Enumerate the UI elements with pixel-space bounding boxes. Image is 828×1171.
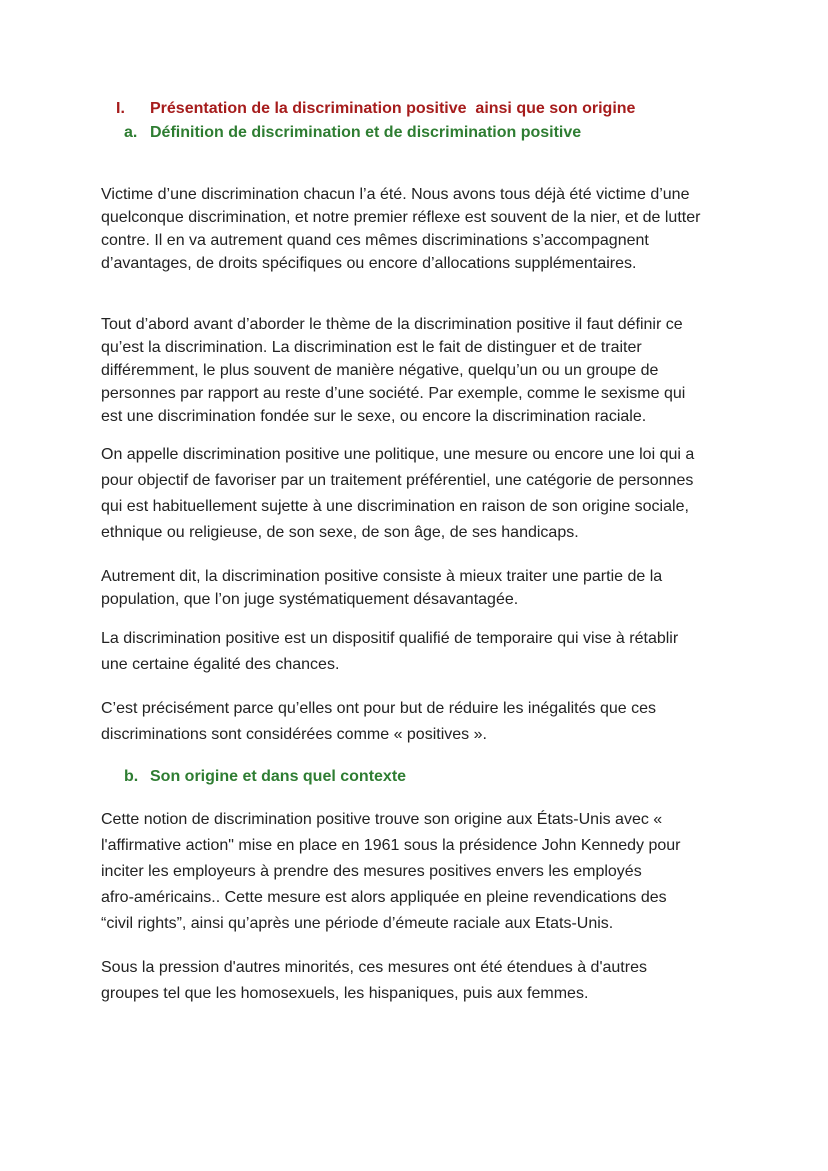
subsection-title: Définition de discrimination et de discrimination positive: [150, 124, 582, 141]
text-line: quelconque discrimination, et notre premier réflexe est souvent de la nier, et de lutter: [101, 209, 701, 226]
text-line: qui est habituellement sujette à une discrimination en raison de son origine sociale,: [101, 498, 689, 515]
subsection-letter: a.: [124, 124, 138, 141]
paragraph-temporary: [101, 626, 741, 678]
text-line: différemment, le plus souvent de manière négative, quelqu’un ou un groupe de: [101, 362, 659, 379]
text-line: groupes tel que les homosexuels, les hispaniques, puis aux femmes.: [101, 985, 589, 1002]
text-line: “civil rights”, ainsi qu’après une période d’émeute raciale aux Etats-Unis.: [101, 915, 614, 932]
subsection-title: Son origine et dans quel contexte: [150, 768, 407, 785]
text-line: Autrement dit, la discrimination positive consiste à mieux traiter une partie de la: [101, 568, 663, 585]
paragraph-origin: [101, 807, 741, 937]
text-line: inciter les employeurs à prendre des mesures positives envers les employés: [101, 863, 642, 880]
text-line: personnes par rapport au reste d’une société. Par exemple, comme le sexisme qui: [101, 385, 686, 402]
paragraph-positive-reason: [101, 696, 741, 748]
paragraph-extension: [101, 955, 741, 1007]
text-line: est une discrimination fondée sur le sexe, ou encore la discrimination raciale.: [101, 408, 647, 425]
subsection-letter: b.: [124, 768, 139, 785]
section-heading-1: [116, 99, 635, 119]
section-title: Présentation de la discrimination positive ainsi que son origine: [150, 100, 636, 117]
text-line: une certaine égalité des chances.: [101, 656, 340, 673]
text-line: Cette notion de discrimination positive trouve son origine aux États-Unis avec «: [101, 811, 663, 828]
text-line: d’avantages, de droits spécifiques ou encore d’allocations supplémentaires.: [101, 255, 637, 272]
text-line: Tout d’abord avant d’aborder le thème de la discrimination positive il faut définir ce: [101, 316, 683, 333]
section-number: I.: [116, 100, 125, 117]
subsection-heading-b: [124, 767, 406, 787]
paragraph-otherwise: [101, 565, 741, 611]
text-line: discriminations sont considérées comme « positives ».: [101, 726, 487, 743]
text-line: ethnique ou religieuse, de son sexe, de son âge, de ses handicaps.: [101, 524, 579, 541]
text-line: qu’est la discrimination. La discrimination est le fait de distinguer et de traiter: [101, 339, 642, 356]
text-line: contre. Il en va autrement quand ces mêmes discriminations s’accompagnent: [101, 232, 649, 249]
text-line: population, que l’on juge systématiquement désavantagée.: [101, 591, 519, 608]
text-line: Sous la pression d'autres minorités, ces mesures ont été étendues à d'autres: [101, 959, 647, 976]
text-line: La discrimination positive est un dispositif qualifié de temporaire qui vise à rétablir: [101, 630, 679, 647]
paragraph-positive-definition: [101, 442, 741, 546]
text-line: C’est précisément parce qu’elles ont pour but de réduire les inégalités que ces: [101, 700, 656, 717]
text-line: pour objectif de favoriser par un traitement préférentiel, une catégorie de personnes: [101, 472, 694, 489]
text-line: On appelle discrimination positive une politique, une mesure ou encore une loi qui a: [101, 446, 695, 463]
subsection-heading-a: [124, 123, 581, 143]
paragraph-intro: [101, 183, 741, 275]
text-line: l'affirmative action" mise en place en 1961 sous la présidence John Kennedy pour: [101, 837, 681, 854]
text-line: afro-américains.. Cette mesure est alors appliquée en pleine revendications des: [101, 889, 667, 906]
paragraph-definition: [101, 313, 741, 428]
text-line: Victime d’une discrimination chacun l’a été. Nous avons tous déjà été victime d’une: [101, 186, 690, 203]
